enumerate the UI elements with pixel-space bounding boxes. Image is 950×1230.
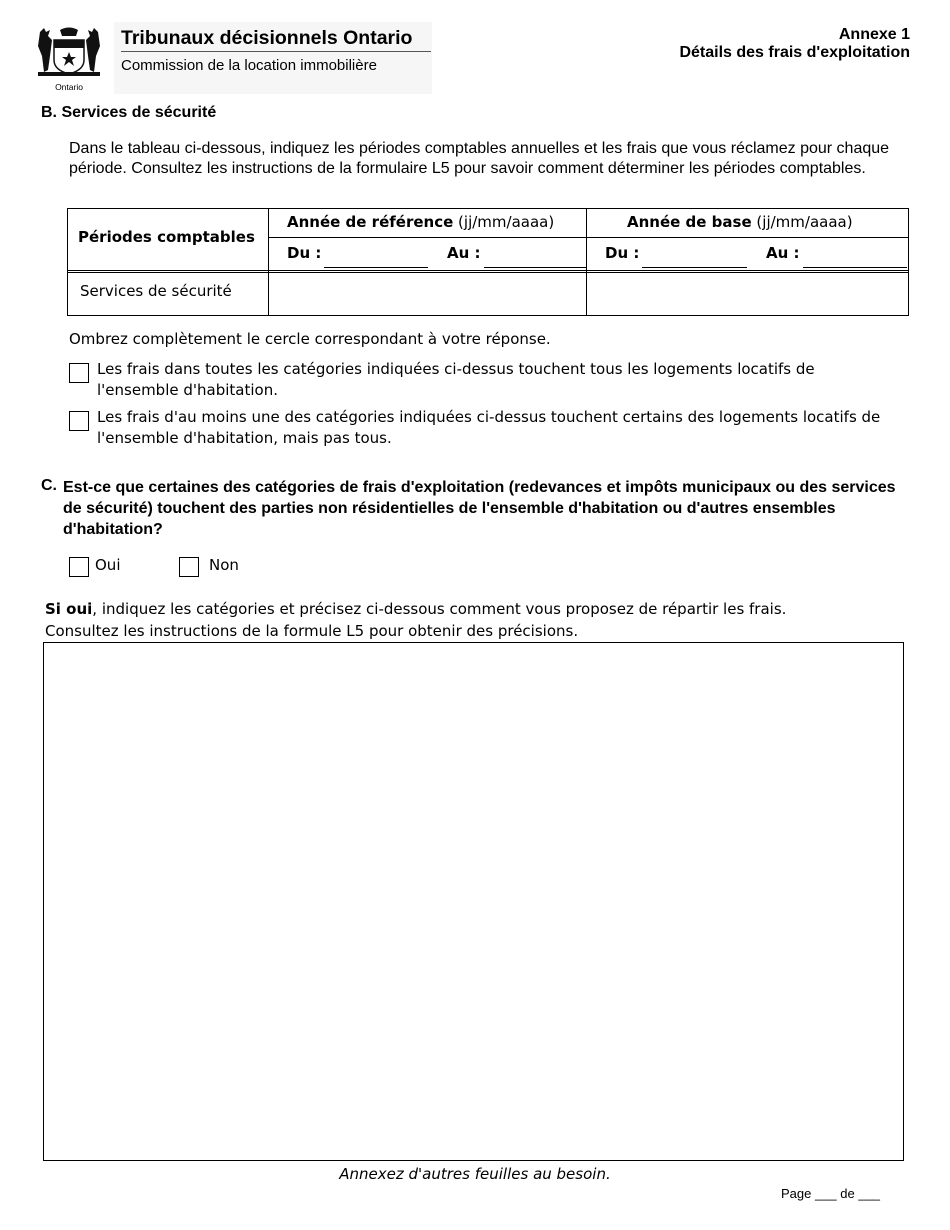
section-b-instructions: Dans le tableau ci-dessous, indiquez les périodes comptables annuelles et les frais que vous réclamez pour chaque période. Consultez les instructions de la formulaire L5 pour savoir comment déterminer les périodes comptables. <box>69 140 890 177</box>
header-accounting-periods: Périodes comptables <box>78 228 255 246</box>
table-divider <box>268 237 908 238</box>
ref-from-label: Du : <box>287 244 322 262</box>
ontario-coat-of-arms-logo <box>34 26 104 92</box>
annex-label: Annexe 1 <box>838 26 910 43</box>
annex-title: Détails des frais d'exploitation <box>679 44 910 61</box>
header-reference-year: Année de référence (jj/mm/aaaa) <box>287 213 555 231</box>
ref-to-date-field[interactable] <box>484 267 586 268</box>
option-some-units-label: Les frais d'au moins une des catégories indiquées ci-dessus touchent certains des logements locatifs de l'ensemble d'habitation, mais pas tous. <box>97 408 881 447</box>
logo-caption: Ontario <box>55 82 83 92</box>
option-all-units-checkbox[interactable] <box>69 363 89 383</box>
allocation-details-textarea[interactable] <box>43 642 904 1161</box>
page-number-field[interactable]: Page ___ de ___ <box>781 1186 881 1201</box>
header-divider <box>121 51 431 52</box>
ref-from-date-field[interactable] <box>324 267 428 268</box>
section-c-letter: C. <box>41 477 57 494</box>
option-some-units-checkbox[interactable] <box>69 411 89 431</box>
attach-sheets-note: Annexez d'autres feuilles au besoin. <box>339 1165 611 1183</box>
organization-title: Tribunaux décisionnels Ontario <box>121 27 413 49</box>
option-all-units-label: Les frais dans toutes les catégories indiquées ci-dessus touchent tous les logements locatifs de l'ensemble d'habitation. <box>97 360 815 399</box>
no-checkbox[interactable] <box>179 557 199 577</box>
table-divider <box>68 270 908 271</box>
base-to-label: Au : <box>766 244 800 262</box>
base-year-amount-field[interactable] <box>587 273 908 315</box>
shade-instruction: Ombrez complètement le cercle correspondant à votre réponse. <box>69 330 551 348</box>
base-from-label: Du : <box>605 244 640 262</box>
base-to-date-field[interactable] <box>803 267 907 268</box>
no-label: Non <box>209 556 239 574</box>
reference-year-amount-field[interactable] <box>269 273 586 315</box>
organization-subtitle: Commission de la location immobilière <box>121 57 377 74</box>
header-base-year: Année de base (jj/mm/aaaa) <box>627 213 853 231</box>
ref-to-label: Au : <box>447 244 481 262</box>
accounting-periods-table <box>67 208 909 316</box>
if-yes-instructions: Si oui, indiquez les catégories et précisez ci-dessous comment vous proposez de répartir les frais. Consultez les instructions de la formule L5 pour obtenir des précisions. <box>45 600 787 640</box>
yes-checkbox[interactable] <box>69 557 89 577</box>
section-c-question: Est-ce que certaines des catégories de frais d'exploitation (redevances et impôts municipaux ou des services de sécurité) touchent des parties non résidentielles de l'ensemble d'habitation ou d'autres ensembles d'habitation? <box>63 479 896 538</box>
section-b-title: B. Services de sécurité <box>41 104 217 121</box>
base-from-date-field[interactable] <box>642 267 747 268</box>
row-security-services: Services de sécurité <box>80 282 232 300</box>
yes-label: Oui <box>95 556 121 574</box>
